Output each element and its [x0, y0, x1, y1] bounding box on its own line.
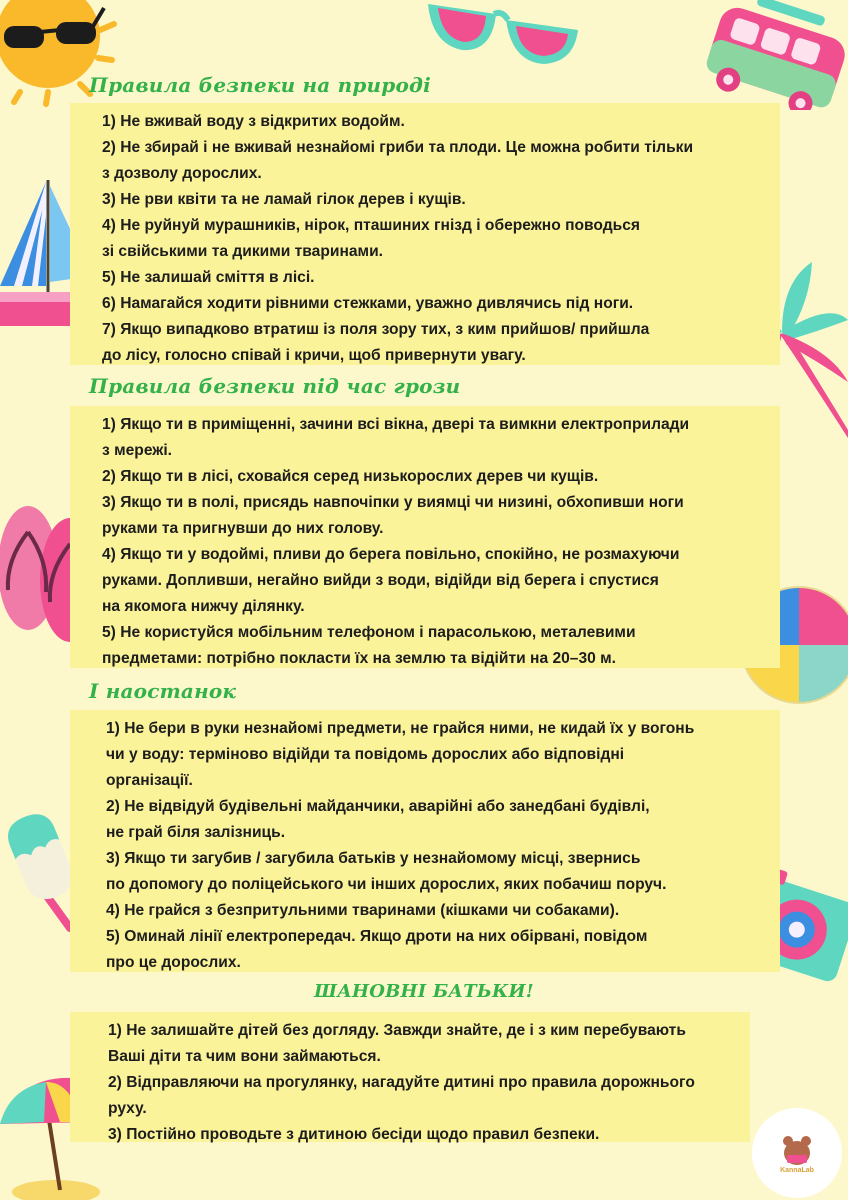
ice-cream-icon [0, 806, 80, 932]
rule-line: зі свійськими та дикими тваринами. [102, 243, 384, 260]
rule-line: руками та пригнувши до них голову. [102, 520, 384, 537]
rule-line: про це дорослих. [106, 954, 241, 971]
rule-line: 5) Не користуйся мобільним телефоном і парасолькою, металевими [102, 624, 636, 641]
rule-line: на якомога нижчу ділянку. [102, 598, 305, 615]
rule-line: 2) Не відвідуй будівельні майданчики, аварійні або занедбані будівлі, [106, 798, 650, 815]
rule-line: чи у воду: терміново відійди та повідомь дорослих або відповідні [106, 746, 625, 763]
section-title-finally: І наостанок [89, 679, 237, 703]
rule-line: організації. [106, 772, 193, 789]
rules-panel-parents [70, 1012, 750, 1142]
rule-line: по допомогу до поліцейського чи інших дорослих, яких побачиш поруч. [106, 876, 667, 893]
rule-line: з дозволу дорослих. [102, 165, 262, 182]
rule-line: 4) Якщо ти у водоймі, пливи до берега повільно, спокійно, не розмахуючи [102, 546, 680, 563]
rule-line: 4) Не грайся з безпритульними тваринами (кішками чи собаками). [106, 902, 620, 919]
rule-line: не грай біля залізниць. [106, 824, 286, 841]
rule-line: до лісу, голосно співай і кричи, щоб привернути увагу. [102, 347, 526, 364]
rule-line: предметами: потрібно покласти їх на землю та відійти на 20–30 м. [102, 650, 617, 667]
rule-line: руху. [108, 1100, 147, 1117]
rules-panel-storm [70, 406, 780, 668]
rule-line: з мережі. [102, 442, 173, 459]
rule-line: 2) Відправляючи на прогулянку, нагадуйте дитині про правила дорожнього [108, 1074, 695, 1091]
rule-line: 3) Якщо ти в полі, присядь навпочіпки у виямці чи низині, обхопивши ноги [102, 494, 684, 511]
logo-text: KannaLab [780, 1166, 814, 1174]
section-title-storm: Правила безпеки під час грози [89, 374, 461, 398]
rule-line: 3) Якщо ти загубив / загубила батьків у незнайомому місці, звернись [106, 850, 641, 867]
section-title-nature: Правила безпеки на природі [89, 73, 431, 97]
rule-line: 1) Не залишайте дітей без догляду. Завжди знайте, де і з ким перебувають [108, 1022, 686, 1039]
rule-line: руками. Допливши, негайно вийди з води, відійди від берега і спустися [102, 572, 659, 589]
rule-line: 6) Намагайся ходити рівними стежками, уважно дивлячись під ноги. [102, 295, 634, 312]
animal-mascot-icon [777, 1133, 817, 1167]
rule-line: 3) Не рви квіти та не ламай гілок дерев і кущів. [102, 191, 466, 208]
kannalab-logo [752, 1108, 842, 1198]
rule-line: 1) Не вживай воду з відкритих водойм. [102, 113, 405, 130]
rule-line: 2) Не збирай і не вживай незнайомі гриби та плоди. Це можна робити тільки [102, 139, 694, 156]
rule-line: Ваші діти та чим вони займаються. [108, 1048, 381, 1065]
rule-line: 2) Якщо ти в лісі, сховайся серед низькорослих дерев чи кущів. [102, 468, 599, 485]
section-title-parents: ШАНОВНІ БАТЬКИ! [314, 981, 534, 1002]
rule-line: 1) Якщо ти в приміщенні, зачини всі вікна, двері та вимкни електроприлади [102, 416, 690, 433]
rule-line: 5) Оминай лінії електропередач. Якщо дроти на них обірвані, повідом [106, 928, 648, 945]
rule-line: 1) Не бери в руки незнайомі предмети, не грайся ними, не кидай їх у вогонь [106, 720, 695, 737]
rule-line: 3) Постійно проводьте з дитиною бесіди щодо правил безпеки. [108, 1126, 600, 1143]
rule-line: 5) Не залишай сміття в лісі. [102, 269, 315, 286]
van-icon [696, 0, 848, 110]
sunglasses-icon [422, 0, 582, 80]
rules-panel-finally [70, 710, 780, 972]
rules-panel-nature [70, 103, 780, 365]
rule-line: 7) Якщо випадково втратиш із поля зору тих, з ким прийшов/ прийшла [102, 321, 650, 338]
rule-line: 4) Не руйнуй мурашників, нірок, пташиних гнізд і обережно поводься [102, 217, 640, 234]
